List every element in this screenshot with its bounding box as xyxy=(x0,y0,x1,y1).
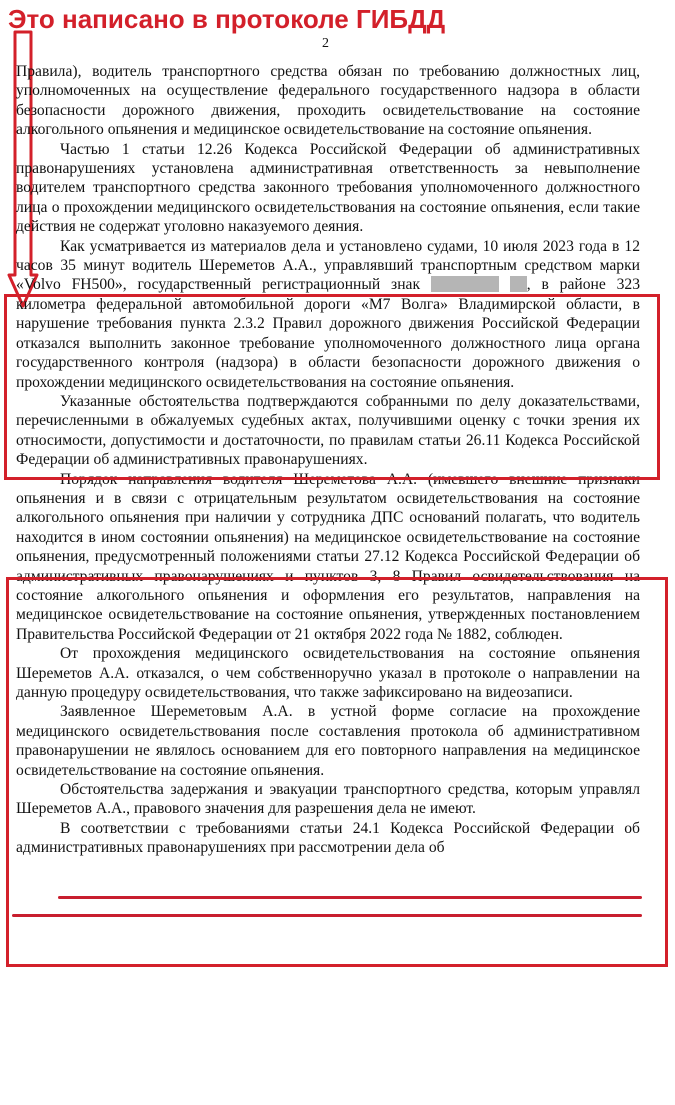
page-number: 2 xyxy=(322,36,329,51)
paragraph-6: От прохождения медицинского освидетельствования на состояние опьянения Шереметов А.А. отказался, о чем собственноручно указал в протоколе о направлении на данную процедуру освидетельствования, что также зафиксировано на видеозаписи. xyxy=(16,645,640,701)
paragraph-4: Указанные обстоятельства подтверждаются собранными по делу доказательствами, перечисленными в обжалуемых судебных актах, получившими оценку с точки зрения их относимости, допустимости и достаточности, по правилам статьи 26.11 Кодекса Российской Федерации об административных правонарушениях. xyxy=(16,392,640,469)
paragraph-8: Обстоятельства задержания и эвакуации транспортного средства, которым управлял Шереметов А.А., правового значения для разрешения дела не имеют. xyxy=(16,781,640,818)
paragraph-5: Порядок направления водителя Шереметова А.А. (имевшего внешние признаки опьянения и в связи с отрицательным результатом освидетельствования на состояние алкогольного опьянения при наличии у сотрудника ДПС оснований полагать, что водитель находится в ином состоянии опьянения) на медицинское освидетельствование на состояние опьянения, предусмотренный положениями статьи 27.12 Кодекса Российской Федерации об административных правонарушениях и пунктов 3, 8 Правил освидетельствования на состояние алкогольного опьянения и оформления его результатов, направления на медицинское освидетельствование на состояние опьянения, утвержденных постановлением Правительства Российской Федерации от 21 октября 2022 года № 1882, соблюден. xyxy=(16,470,640,643)
underline-consent-line-1 xyxy=(58,896,642,899)
paragraph-2: Частью 1 статьи 12.26 Кодекса Российской Федерации об административных правонарушениях установлена административная ответственность за невыполнение водителем транспортного средства законного требования уполномоченного должностного лица о прохождении медицинского освидетельствования на состояние опьянения, если такие действия не содержат уголовно наказуемого деяния. xyxy=(16,140,640,236)
redacted-plate-number xyxy=(431,276,499,292)
paragraph-3-part-2: , в районе 323 километра федеральной автомобильной дороги «М7 Волга» Владимирской области, в нарушение требования пункта 2.3.2 Правил дорожного движения Российской Федерации отказался выполнить законное требование уполномоченного должностного лица органа государственного контроля (надзора) в области безопасности дорожного движения о прохождении медицинского освидетельствования на состояние опьянения. xyxy=(16,276,641,391)
underline-consent-line-2 xyxy=(12,914,642,917)
paragraph-9: В соответствии с требованиями статьи 24.1 Кодекса Российской Федерации об административных правонарушениях при рассмотрении дела об xyxy=(16,819,640,857)
paragraph-3 xyxy=(16,237,640,392)
document-body xyxy=(16,62,640,858)
paragraph-3-part-1: Как усматривается из материалов дела и установлено судами, 10 июля 2023 года в 12 часов 35 минут водитель Шереметов А.А., управлявший транспортным средством марки «Volvo FH500», государственный регистрационный знак xyxy=(16,237,640,294)
paragraph-1: Правила), водитель транспортного средства обязан по требованию должностных лиц, уполномоченных на осуществление федерального государственного надзора в области безопасности дорожного движения, проходить освидетельствование на состояние алкогольного опьянения и медицинское освидетельствование на состояние опьянения. xyxy=(16,63,640,139)
annotation-title: Это написано в протоколе ГИБДД xyxy=(8,4,446,34)
redacted-plate-region xyxy=(510,276,527,292)
paragraph-7: Заявленное Шереметовым А.А. в устной форме согласие на прохождение медицинского освидетельствования после составления протокола об административном правонарушении не являлось основанием для его повторного направления на медицинское освидетельствование на состояние опьянения. xyxy=(16,703,640,779)
